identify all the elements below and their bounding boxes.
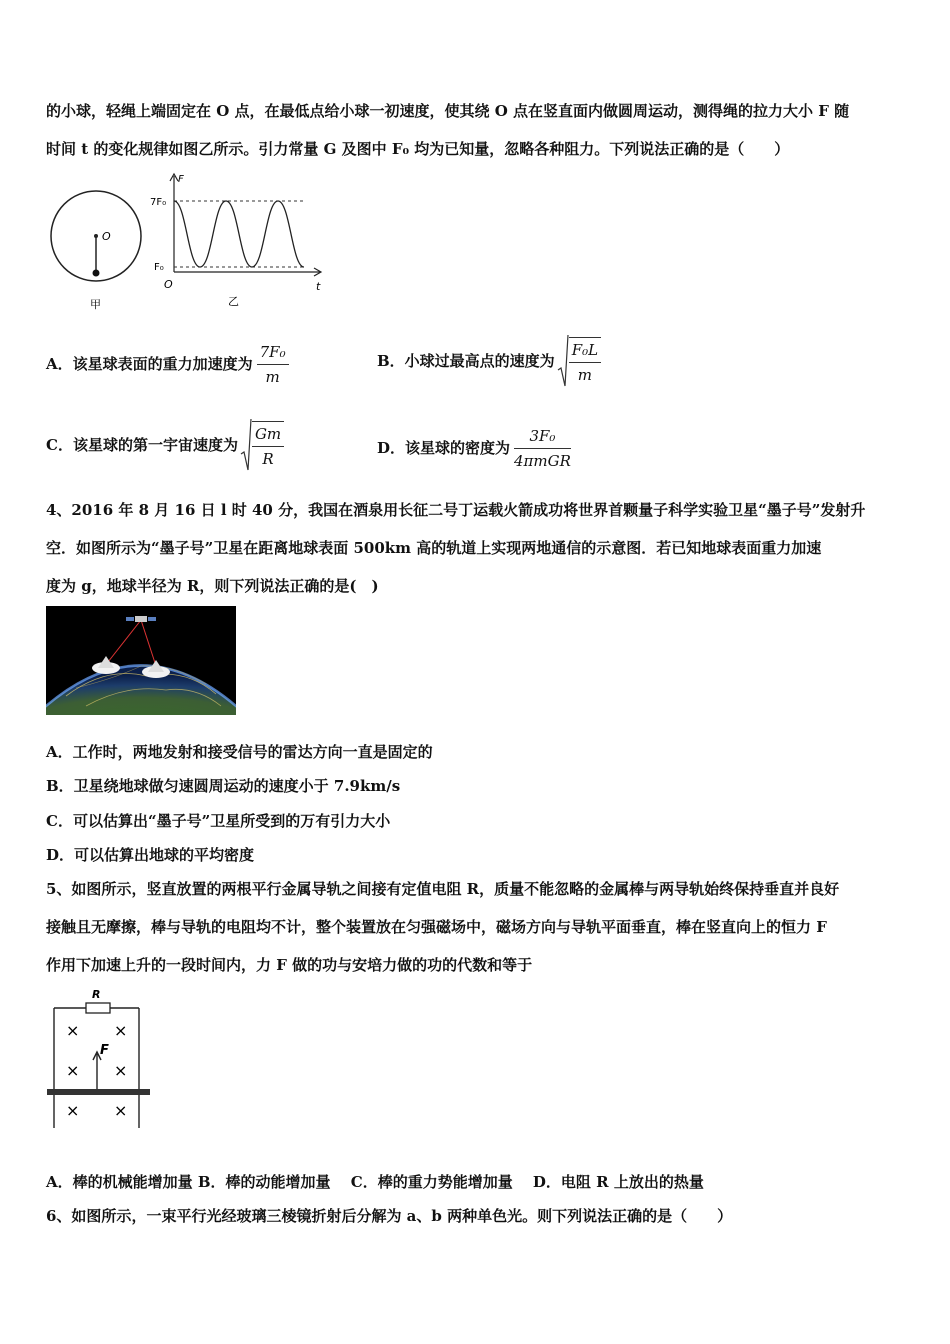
q5-stem-line2: 接触且无摩擦，棒与导轨的电阻均不计，整个装置放在匀强磁场中，磁场方向与导轨平面垂直，棒在竖直向上的恒力 F xyxy=(46,918,827,936)
q3-option-a-num: 7F₀ xyxy=(257,342,289,365)
q3-option-c-fraction xyxy=(252,421,284,469)
q5-cross: × xyxy=(114,1101,128,1120)
q4-stem-line1: 4、2016 年 8 月 16 日 l 时 40 分，我国在酒泉用长征二号丁运载火箭成功将世界首颗量子科学实验卫星“墨子号”发射升 xyxy=(46,501,866,519)
q3-axis-f: F xyxy=(178,174,184,185)
q3-axis-t: t xyxy=(316,280,321,293)
q3-figure-yi xyxy=(148,170,328,310)
q3-option-b[interactable] xyxy=(377,332,601,390)
q4-satellite-picture xyxy=(46,606,236,715)
q4-stem-line2: 空．如图所示为“墨子号”卫星在距离地球表面 500km 高的轨道上实现两地通信的示意图．若已知地球表面重力加速 xyxy=(46,539,822,557)
q3-stem-line2: 时间 t 的变化规律如图乙所示。引力常量 G 及图中 F₀ 均为已知量，忽略各种阻力。下列说法正确的是（ ） xyxy=(46,140,790,158)
q3-option-d[interactable] xyxy=(377,424,571,472)
q3-tick-f0: F₀ xyxy=(154,262,164,273)
q4-option-a[interactable]: A．工作时，两地发射和接受信号的雷达方向一直是固定的 xyxy=(46,743,433,761)
q5-stem-line1: 5、如图所示，竖直放置的两根平行金属导轨之间接有定值电阻 R，质量不能忽略的金属棒与两导轨始终保持垂直并良好 xyxy=(46,880,840,898)
q3-tick-7f0: 7F₀ xyxy=(150,197,167,208)
q3-option-c-den: R xyxy=(262,450,274,468)
q4-option-c[interactable]: C．可以估算出“墨子号”卫星所受到的万有引力大小 xyxy=(46,812,391,830)
q3-option-a-label: A．该星球表面的重力加速度为 xyxy=(46,355,253,373)
q6-stem-line1: 6、如图所示，一束平行光经玻璃三棱镜折射后分解为 a、b 两种单色光。则下列说法正确的是（ ） xyxy=(46,1207,733,1225)
q3-option-c-label: C．该星球的第一宇宙速度为 xyxy=(46,436,238,454)
q3-option-c-sqrt-icon xyxy=(240,418,252,472)
q5-cross: × xyxy=(66,1101,80,1120)
q5-stem-line3: 作用下加速上升的一段时间内，力 F 做的功与安培力做的功的代数和等于 xyxy=(46,956,533,974)
q3-option-a-fraction xyxy=(257,342,289,387)
q3-option-a-den: m xyxy=(265,367,280,386)
q3-option-c-num: Gm xyxy=(252,424,284,447)
q3-option-b-label: B．小球过最高点的速度为 xyxy=(377,352,555,370)
q3-option-d-num: 3F₀ xyxy=(514,426,571,449)
q5-cross: × xyxy=(114,1061,128,1080)
q5-cross: × xyxy=(66,1021,80,1040)
q4-option-b[interactable]: B．卫星绕地球做匀速圆周运动的速度小于 7.9km/s xyxy=(46,777,401,795)
q3-figure-jia xyxy=(46,182,146,312)
q3-option-b-fraction xyxy=(569,337,601,385)
q5-cross: × xyxy=(66,1061,80,1080)
q5-cross: × xyxy=(114,1021,128,1040)
q3-stem-line1: 的小球，轻绳上端固定在 O 点，在最低点给小球一初速度，使其绕 O 点在竖直面内做圆周运动，测得绳的拉力大小 F 随 xyxy=(46,102,850,120)
q3-option-a[interactable] xyxy=(46,342,289,386)
q3-origin: O xyxy=(164,278,173,291)
q3-option-b-num: F₀L xyxy=(569,340,601,363)
q5-label-r: R xyxy=(92,988,101,1001)
q5-options[interactable]: A．棒的机械能增加量 B．棒的动能增加量 C．棒的重力势能增加量 D．电阻 R 上放出的热量 xyxy=(46,1173,704,1191)
q3-label-jia: 甲 xyxy=(90,298,101,311)
q3-option-d-fraction xyxy=(514,426,571,471)
q3-option-d-den: 4πmGR xyxy=(514,451,571,470)
q3-label-yi: 乙 xyxy=(228,295,239,308)
q3-option-d-label: D．该星球的密度为 xyxy=(377,439,511,457)
q5-label-f: F xyxy=(100,1043,109,1058)
q4-stem-line3: 度为 g，地球半径为 R，则下列说法正确的是( ) xyxy=(46,577,379,595)
q3-option-b-sqrt-icon xyxy=(557,334,569,388)
q3-option-b-den: m xyxy=(577,366,592,384)
q3-option-c[interactable] xyxy=(46,416,284,474)
q5-rail-figure xyxy=(44,984,154,1132)
q3-label-o: O xyxy=(102,230,111,243)
q4-option-d[interactable]: D．可以估算出地球的平均密度 xyxy=(46,846,255,864)
